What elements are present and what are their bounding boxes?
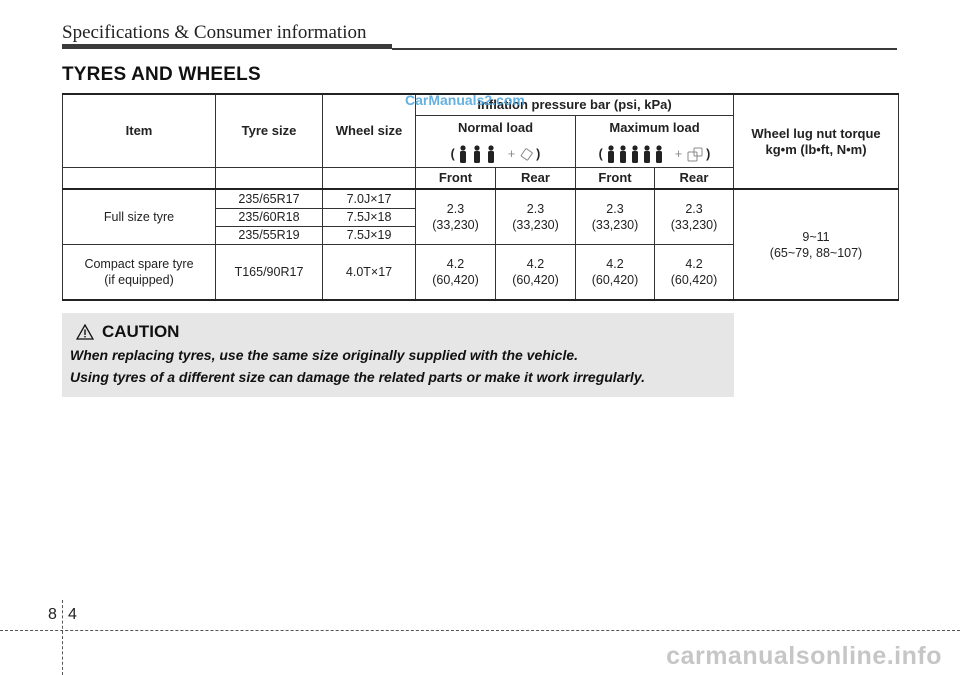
- pressure-bar: 4.2: [606, 256, 624, 271]
- wheel-size-cell: 7.0J×17: [323, 189, 416, 208]
- pressure-bar: 4.2: [685, 256, 703, 271]
- pressure-psi-kpa: (60,420): [670, 272, 718, 287]
- full-max-front-cell: [576, 189, 655, 244]
- page-number: 4: [68, 606, 77, 623]
- page-header-title: Specifications & Consumer information: [62, 22, 367, 43]
- pressure-bar: 4.2: [446, 256, 465, 271]
- caution-text-line1: When replacing tyres, use the same size originally supplied with the vehicle.: [70, 347, 579, 363]
- paren-open: (: [598, 146, 603, 161]
- maximum-load-header: Maximum load: [576, 115, 734, 141]
- col-pressure-header: Inflation pressure bar (psi, kPa): [416, 94, 734, 115]
- pressure-psi-kpa: (33,230): [512, 217, 559, 232]
- pressure-bar: 2.3: [606, 201, 624, 216]
- lug-torque-title: Wheel lug nut torque: [751, 125, 881, 141]
- pressure-psi-kpa: (33,230): [591, 217, 639, 232]
- compact-label-note: (if equipped): [104, 272, 174, 287]
- compact-max-rear-cell: [655, 244, 734, 300]
- pressure-psi-kpa: (60,420): [591, 272, 639, 287]
- warning-triangle-icon: [76, 324, 94, 340]
- pressure-bar: 2.3: [685, 201, 703, 216]
- tyres-wheels-table: [62, 93, 899, 301]
- compact-label: Compact spare tyre: [84, 256, 194, 271]
- col-lug-torque-header: [734, 94, 899, 189]
- full-normal-rear-cell: [496, 189, 576, 244]
- three-persons-icon: [457, 145, 503, 163]
- col-wheel-size-header: Wheel size: [323, 94, 416, 167]
- caution-box: [62, 313, 734, 397]
- full-size-tyre-label: Full size tyre: [63, 189, 216, 244]
- full-max-rear-cell: [655, 189, 734, 244]
- plus-sign: +: [674, 146, 683, 161]
- paren-close: ): [536, 146, 541, 161]
- small-luggage-icon: [520, 147, 534, 161]
- footer-divider: [62, 600, 63, 675]
- compact-max-front-cell: [576, 244, 655, 300]
- pressure-psi-kpa: (60,420): [432, 272, 479, 287]
- page-section-number: 8: [48, 606, 57, 623]
- normal-load-header: Normal load: [416, 115, 576, 141]
- tyre-size-cell: 235/65R17: [216, 189, 323, 208]
- header-bar: [62, 44, 392, 49]
- watermark-footer: carmanualsonline.info: [666, 642, 942, 670]
- tyre-size-cell: T165/90R17: [216, 244, 323, 300]
- pressure-psi-kpa: (33,230): [670, 217, 718, 232]
- five-persons-icon: [605, 145, 671, 163]
- normal-rear-header: Rear: [496, 167, 576, 189]
- watermark-overlay: CarManuals2.com: [405, 92, 525, 108]
- compact-spare-tyre-label: [63, 244, 216, 300]
- footer-rule: [0, 630, 960, 631]
- normal-load-icon-cell: [416, 141, 576, 167]
- paren-close: ): [706, 146, 711, 161]
- pressure-psi-kpa: (60,420): [512, 272, 559, 287]
- full-normal-front-cell: [416, 189, 496, 244]
- luggage-icon: [686, 145, 704, 163]
- pressure-bar: 4.2: [526, 256, 545, 271]
- wheel-size-cell: 7.5J×19: [323, 226, 416, 244]
- header-rule: [392, 48, 897, 50]
- section-title: TYRES AND WHEELS: [62, 64, 261, 85]
- wheel-size-cell: 7.5J×18: [323, 208, 416, 226]
- plus-sign: +: [507, 146, 516, 161]
- normal-front-header: Front: [416, 167, 496, 189]
- lug-torque-kgm: 9~11: [802, 229, 830, 244]
- wheel-size-cell: 4.0T×17: [323, 244, 416, 300]
- col-tyre-size-header: Tyre size: [216, 94, 323, 167]
- paren-open: (: [450, 146, 455, 161]
- lug-torque-value-cell: [734, 189, 899, 300]
- tyre-size-cell: 235/60R18: [216, 208, 323, 226]
- pressure-psi-kpa: (33,230): [432, 217, 479, 232]
- col-item-header: Item: [63, 94, 216, 167]
- caution-title: CAUTION: [102, 322, 180, 341]
- compact-normal-front-cell: [416, 244, 496, 300]
- maximum-load-icon-cell: [576, 141, 734, 167]
- lug-torque-units: kg•m (lb•ft, N•m): [765, 141, 867, 157]
- compact-normal-rear-cell: [496, 244, 576, 300]
- tyre-size-cell: 235/55R19: [216, 226, 323, 244]
- maximum-front-header: Front: [576, 167, 655, 189]
- caution-header: [76, 322, 179, 342]
- col-item-header-cont: [63, 167, 216, 189]
- lug-torque-lbft-nm: (65~79, 88~107): [769, 245, 863, 260]
- pressure-bar: 2.3: [446, 201, 465, 216]
- pressure-bar: 2.3: [526, 201, 545, 216]
- col-wheel-size-header-cont: [323, 167, 416, 189]
- maximum-rear-header: Rear: [655, 167, 734, 189]
- caution-text-line2: Using tyres of a different size can damage the related parts or make it work irregularly.: [70, 369, 645, 385]
- col-tyre-size-header-cont: [216, 167, 323, 189]
